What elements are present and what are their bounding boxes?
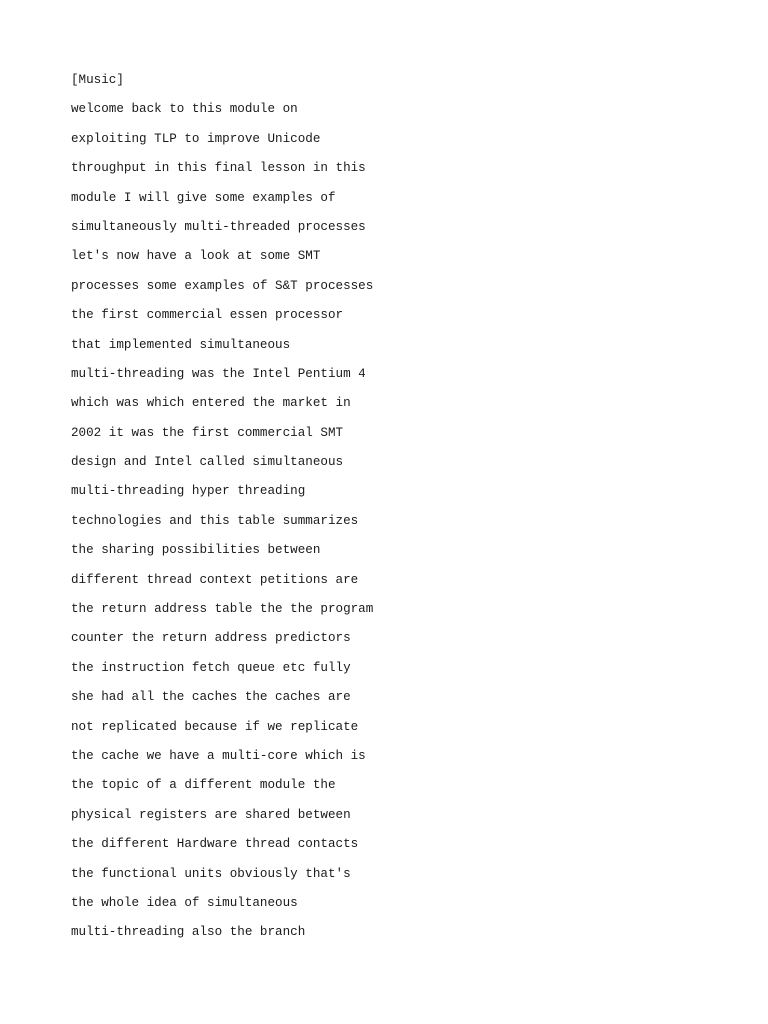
transcript-line: welcome back to this module on <box>71 102 298 117</box>
transcript-line: let's now have a look at some SMT <box>71 249 321 264</box>
transcript-line: processes some examples of S&T processes <box>71 278 374 293</box>
transcript-line: she had all the caches the caches are <box>71 690 351 705</box>
transcript-line: throughput in this final lesson in this <box>71 161 366 176</box>
transcript-line: the first commercial essen processor <box>71 308 344 323</box>
transcript-line: different thread context petitions are <box>71 572 359 587</box>
transcript-line: multi-threading also the branch <box>71 925 306 940</box>
transcript-line: the instruction fetch queue etc fully <box>71 660 351 675</box>
transcript-line: the different Hardware thread contacts <box>71 837 359 852</box>
transcript-line: physical registers are shared between <box>71 807 351 822</box>
transcript-line: the sharing possibilities between <box>71 543 321 558</box>
transcript-line: which was which entered the market in <box>71 396 351 411</box>
transcript-line: design and Intel called simultaneous <box>71 455 344 470</box>
transcript-line: that implemented simultaneous <box>71 337 291 352</box>
transcript-line: multi-threading was the Intel Pentium 4 <box>71 366 366 381</box>
transcript-text <box>71 69 373 951</box>
transcript-line: the whole idea of simultaneous <box>71 895 298 910</box>
transcript-line: 2002 it was the first commercial SMT <box>71 425 344 440</box>
transcript-line: the topic of a different module the <box>71 778 336 793</box>
transcript-line: exploiting TLP to improve Unicode <box>71 131 321 146</box>
transcript-line: not replicated because if we replicate <box>71 719 359 734</box>
transcript-line: the cache we have a multi-core which is <box>71 748 366 763</box>
transcript-line: counter the return address predictors <box>71 631 351 646</box>
transcript-line: simultaneously multi-threaded processes <box>71 219 366 234</box>
transcript-line: module I will give some examples of <box>71 190 336 205</box>
transcript-line: technologies and this table summarizes <box>71 513 359 528</box>
transcript-line: the functional units obviously that's <box>71 866 351 881</box>
transcript-line: the return address table the the program <box>71 602 374 617</box>
transcript-line: multi-threading hyper threading <box>71 484 306 499</box>
transcript-line: [Music] <box>71 73 124 87</box>
